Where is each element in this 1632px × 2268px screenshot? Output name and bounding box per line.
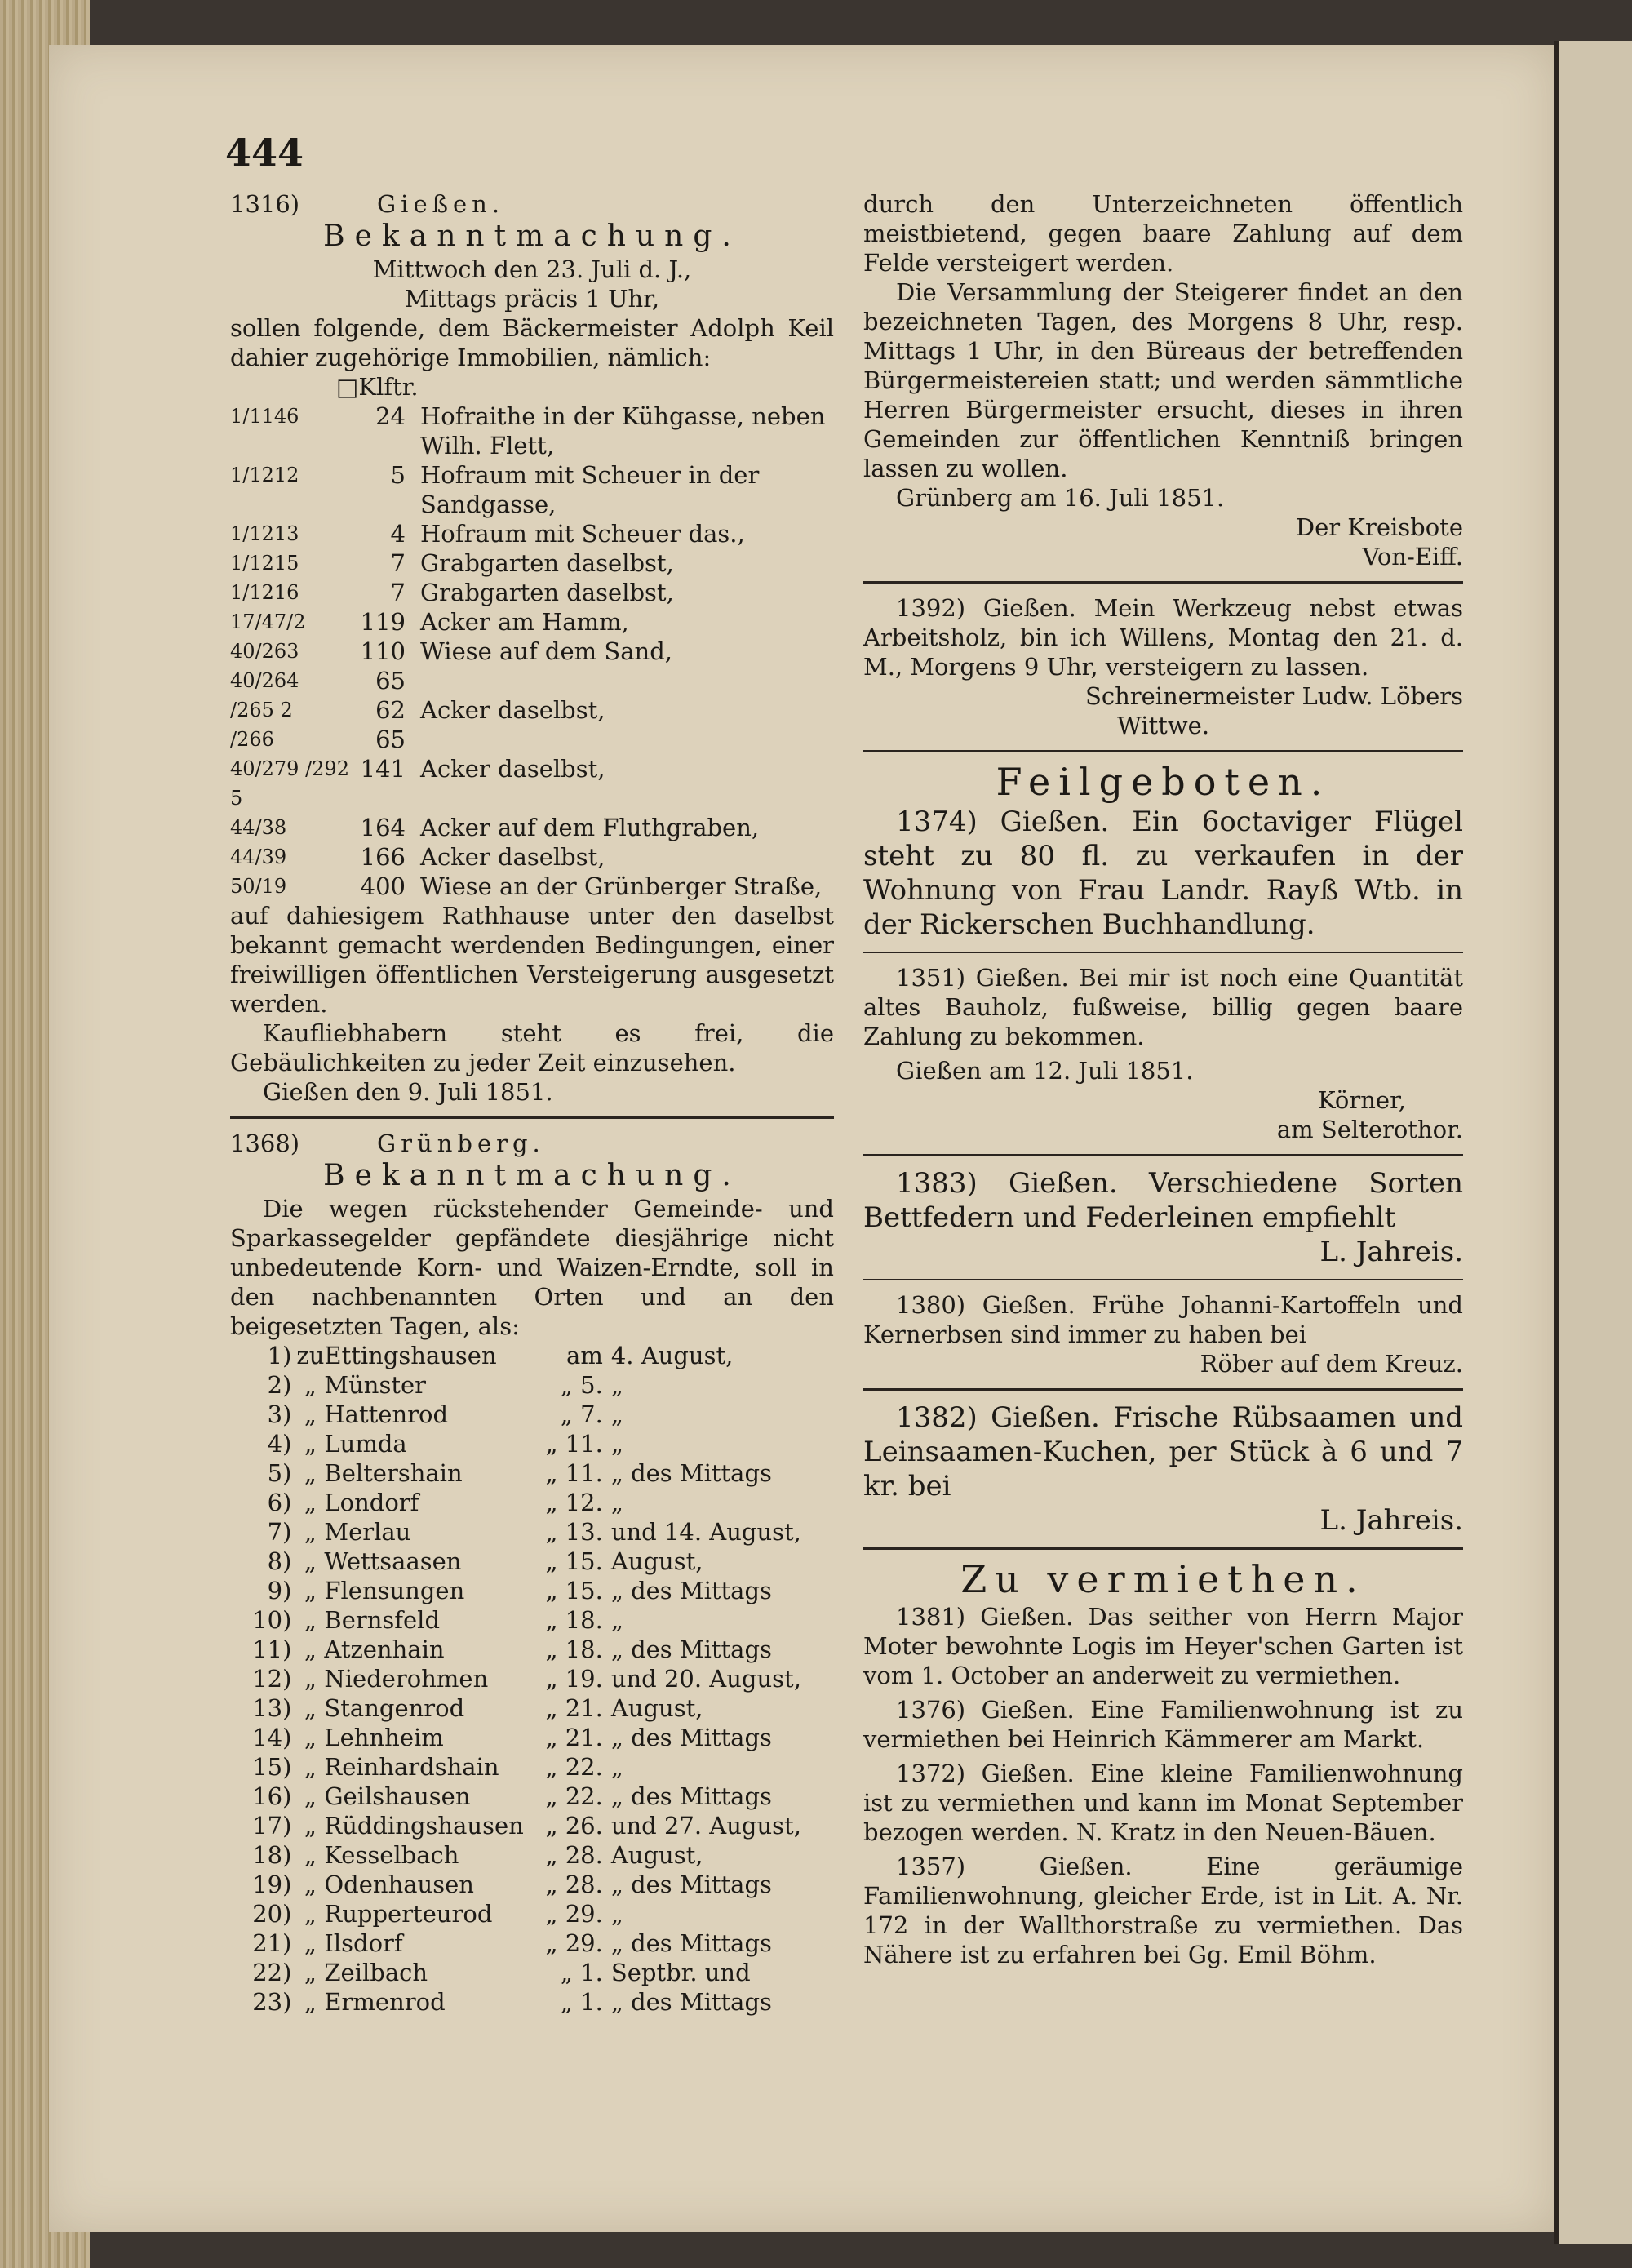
place-d: „ 11. <box>545 1430 603 1458</box>
notice-number: 1316) <box>230 190 300 218</box>
places-table <box>230 1341 834 2017</box>
place-row <box>230 1782 834 1811</box>
signature: Wittwe. <box>1116 712 1210 739</box>
divider <box>863 750 1463 752</box>
place-place: Stangenrod <box>324 1694 465 1722</box>
place-d: „ 13. <box>545 1518 603 1546</box>
parcel-no: 1/1146 <box>230 405 299 428</box>
place-d: „ 19. <box>545 1665 603 1693</box>
place-date: „ des Mittags <box>610 1724 772 1751</box>
parcel-row <box>230 578 834 607</box>
place-n: 17) <box>252 1812 292 1840</box>
notice-body: durch den Unterzeichneten öffentlich meistbietend, gegen baare Zahlung auf dem Felde versteigert werden. <box>863 190 1463 277</box>
divider <box>863 952 1463 953</box>
place-row <box>230 1870 834 1899</box>
place-n: 7) <box>267 1518 292 1546</box>
parcel-row <box>230 637 834 666</box>
place-place: Merlau <box>324 1518 411 1546</box>
place-pre: „ <box>304 1547 317 1575</box>
parcel-area: 65 <box>375 667 406 695</box>
place-d: „ 1. <box>560 1959 603 1986</box>
place-d: „ 18. <box>545 1636 603 1663</box>
parcel-desc: Grabgarten daselbst, <box>420 549 674 577</box>
parcel-area: 24 <box>375 402 406 430</box>
place-row <box>230 1576 834 1605</box>
place-row <box>230 1488 834 1517</box>
parcel-no: 44/39 <box>230 846 287 868</box>
notice-1383: 1383) Gießen. Verschiedene Sorten Bettfedern und Federleinen empfiehlt <box>863 1167 1463 1234</box>
parcel-row <box>230 666 834 695</box>
parcel-row <box>230 548 834 578</box>
notice-1351: 1351) Gießen. Bei mir ist noch eine Quantität altes Bauholz, fußweise, billig gegen baare Zahlung zu bekommen. <box>863 964 1463 1050</box>
place-d: „ 22. <box>545 1782 603 1810</box>
place-d: „ 15. <box>545 1547 603 1575</box>
parcel-row <box>230 402 834 460</box>
parcel-no: 1/1213 <box>230 522 299 545</box>
place-date: und 27. August, <box>610 1812 801 1840</box>
place-row <box>230 1693 834 1723</box>
parcel-row <box>230 842 834 872</box>
place-n: 2) <box>267 1371 292 1399</box>
notice-1381: 1381) Gießen. Das seither von Herrn Major Moter bewohnte Logis im Heyer'schen Garten ist vom 1. October an anderweit zu vermiethen. <box>863 1603 1463 1689</box>
place-place: Münster <box>324 1371 426 1399</box>
place-row <box>230 1341 834 1370</box>
signature: Körner, <box>1318 1086 1406 1114</box>
notice-body: Kaufliebhabern steht es frei, die Gebäulichkeiten zu jeder Zeit einzusehen. <box>230 1019 834 1076</box>
place-date: August, <box>610 1841 703 1869</box>
place-row <box>230 1899 834 1928</box>
place-row <box>230 1370 834 1400</box>
place-place: Odenhausen <box>324 1871 474 1898</box>
parcel-row <box>230 607 834 637</box>
place-date: „ <box>610 1489 623 1516</box>
place-row <box>230 1723 834 1752</box>
place-d: „ 26. <box>545 1812 603 1840</box>
place-row <box>230 1605 834 1635</box>
parcel-desc: Wiese an der Grünberger Straße, <box>420 872 823 900</box>
notice-place: Gießen. <box>377 190 505 218</box>
divider <box>863 1547 1463 1550</box>
place-place: Zeilbach <box>324 1959 428 1986</box>
place-d: „ 12. <box>545 1489 603 1516</box>
place-date: und 20. August, <box>610 1665 801 1693</box>
place-d: „ 29. <box>545 1900 603 1928</box>
place-pre: zu <box>296 1342 325 1369</box>
place-d: „ 28. <box>545 1871 603 1898</box>
place-d: „ 28. <box>545 1841 603 1869</box>
place-place: Ilsdorf <box>324 1929 403 1957</box>
signature: Von-Eiff. <box>1362 543 1463 570</box>
unit-label: □Klftr. <box>336 373 419 401</box>
place-date: August, <box>610 1694 703 1722</box>
place-place: Rüddingshausen <box>324 1812 524 1840</box>
notice-header <box>230 189 834 219</box>
place-n: 3) <box>267 1400 292 1428</box>
notice-number: 1368) <box>230 1130 300 1157</box>
parcel-table <box>230 402 834 901</box>
place-row <box>230 1752 834 1782</box>
notice-place: Grünberg. <box>377 1130 545 1157</box>
parcel-desc: Grabgarten daselbst, <box>420 579 674 606</box>
parcel-desc: Hofraum mit Scheuer in der Sandgasse, <box>420 461 760 518</box>
place-date: August, <box>610 1547 703 1575</box>
place-pre: „ <box>304 1841 317 1869</box>
notice-line: sollen folgende, dem Bäckermeister Adolph Keil dahier zugehörige Immobilien, nämlich: <box>230 314 834 371</box>
left-column <box>230 189 834 2017</box>
place-pre: „ <box>304 1606 317 1634</box>
parcel-desc: Acker auf dem Fluthgraben, <box>420 814 760 841</box>
place-n: 22) <box>252 1959 292 1986</box>
notice-header <box>230 1129 834 1158</box>
place-pre: „ <box>304 1871 317 1898</box>
divider <box>863 581 1463 584</box>
place-place: Ermenrod <box>324 1988 446 2016</box>
place-date: „ des Mittags <box>610 1929 772 1957</box>
parcel-area: 62 <box>375 696 406 724</box>
notice-body: Die wegen rückstehender Gemeinde- und Sparkassegelder gepfändete diesjährige nicht unbedeutende Korn- und Waizen-Erndte, soll in den nachbenannten Orten und an den beigesetzten Tagen, als: <box>230 1195 834 1340</box>
parcel-no: 17/47/2 <box>230 610 306 633</box>
place-n: 12) <box>252 1665 292 1693</box>
place-place: Ettingshausen <box>324 1342 497 1369</box>
parcel-no: 40/279 /292 5 <box>230 757 349 810</box>
parcel-area: 7 <box>390 549 406 577</box>
parcel-no: 40/263 <box>230 640 299 663</box>
place-date: „ des Mittags <box>610 1577 772 1604</box>
place-date: „ des Mittags <box>610 1459 772 1487</box>
parcel-row <box>230 695 834 725</box>
parcel-desc: Acker daselbst, <box>420 755 605 783</box>
place-date: „ des Mittags <box>610 1871 772 1898</box>
place-n: 16) <box>252 1782 292 1810</box>
place-place: Kesselbach <box>324 1841 459 1869</box>
place-date: „ <box>610 1900 623 1928</box>
place-date: Septbr. und <box>610 1959 751 1986</box>
place-pre: „ <box>304 1518 317 1546</box>
notice-line: Mittags präcis 1 Uhr, <box>404 285 660 313</box>
place-d: „ 22. <box>545 1753 603 1781</box>
parcel-row <box>230 460 834 519</box>
notice-1382: 1382) Gießen. Frische Rübsaamen und Leinsaamen-Kuchen, per Stück à 6 und 7 kr. bei <box>863 1401 1463 1502</box>
place-pre: „ <box>304 1782 317 1810</box>
facing-page-edge <box>1554 41 1632 2244</box>
place-d: am <box>566 1342 603 1369</box>
parcel-area: 5 <box>390 461 406 489</box>
divider <box>863 1154 1463 1156</box>
place-d: „ 11. <box>545 1459 603 1487</box>
place-n: 5) <box>267 1459 292 1487</box>
right-column <box>863 189 1463 1974</box>
place-n: 4) <box>267 1430 292 1458</box>
parcel-desc <box>420 725 834 754</box>
parcel-area: 141 <box>360 755 406 783</box>
place-pre: „ <box>304 1900 317 1928</box>
place-row <box>230 1664 834 1693</box>
notice-line: Mittwoch den 23. Juli d. J., <box>372 255 692 283</box>
place-row <box>230 1517 834 1547</box>
place-pre: „ <box>304 1489 317 1516</box>
place-place: Rupperteurod <box>324 1900 493 1928</box>
place-d: „ 15. <box>545 1577 603 1604</box>
parcel-no: 1/1216 <box>230 581 299 604</box>
place-pre: „ <box>304 1929 317 1957</box>
place-pre: „ <box>304 1371 317 1399</box>
place-pre: „ <box>304 1812 317 1840</box>
signature: Röber auf dem Kreuz. <box>1200 1350 1463 1378</box>
parcel-area: 164 <box>360 814 406 841</box>
signature: L. Jahreis. <box>1319 1504 1463 1537</box>
place-pre: „ <box>304 1400 317 1428</box>
parcel-area: 7 <box>390 579 406 606</box>
place-n: 18) <box>252 1841 292 1869</box>
notice-body: Die Versammlung der Steigerer findet an den bezeichneten Tagen, des Morgens 8 Uhr, resp. Mittags 1 Uhr, in den Büreaus der betreffenden Bürgermeistereien statt; und werden sämmtliche Herren Bürgermeister ersucht, dieses in ihren Gemeinden zur öffentlichen Kenntniß bringen lassen zu wollen. <box>863 278 1463 482</box>
notice-date: Gießen am 12. Juli 1851. <box>896 1057 1194 1085</box>
parcel-desc <box>420 666 834 695</box>
place-place: Beltershain <box>324 1459 463 1487</box>
place-d: „ 5. <box>560 1371 603 1399</box>
notice-title: Bekanntmachung. <box>323 1159 741 1192</box>
place-row <box>230 1429 834 1458</box>
parcel-desc: Acker daselbst, <box>420 843 605 871</box>
place-n: 6) <box>267 1489 292 1516</box>
place-pre: „ <box>304 1959 317 1986</box>
page-number: 444 <box>225 131 304 175</box>
place-place: Atzenhain <box>324 1636 445 1663</box>
place-place: Reinhardshain <box>324 1753 499 1781</box>
place-place: Wettsaasen <box>324 1547 462 1575</box>
place-row <box>230 1458 834 1488</box>
parcel-no: /266 <box>230 728 274 751</box>
place-pre: „ <box>304 1577 317 1604</box>
parcel-desc: Hofraithe in der Kühgasse, neben Wilh. Flett, <box>420 402 826 459</box>
signature: Schreinermeister Ludw. Löbers <box>1084 682 1463 710</box>
parcel-row <box>230 519 834 548</box>
place-n: 23) <box>252 1988 292 2016</box>
signature: Der Kreisbote <box>1295 513 1463 541</box>
notice-date: Grünberg am 16. Juli 1851. <box>896 484 1225 512</box>
place-d: „ 29. <box>545 1929 603 1957</box>
parcel-desc: Hofraum mit Scheuer das., <box>420 520 745 548</box>
place-n: 20) <box>252 1900 292 1928</box>
notice-date: Gießen den 9. Juli 1851. <box>263 1078 553 1106</box>
divider <box>230 1116 834 1119</box>
parcel-no: 40/264 <box>230 669 299 692</box>
place-row <box>230 1987 834 2017</box>
parcel-no: 44/38 <box>230 816 287 839</box>
place-d: „ 21. <box>545 1694 603 1722</box>
notice-1392: 1392) Gießen. Mein Werkzeug nebst etwas Arbeitsholz, bin ich Willens, Montag den 21. d. M., Morgens 9 Uhr, versteigern zu lassen. <box>863 594 1463 681</box>
parcel-area: 119 <box>360 608 406 636</box>
place-place: Bernsfeld <box>324 1606 441 1634</box>
place-n: 11) <box>252 1636 292 1663</box>
parcel-area: 400 <box>360 872 406 900</box>
place-pre: „ <box>304 1636 317 1663</box>
place-d: „ 21. <box>545 1724 603 1751</box>
parcel-desc: Acker am Hamm, <box>420 608 629 636</box>
place-n: 8) <box>267 1547 292 1575</box>
place-place: Lumda <box>324 1430 407 1458</box>
parcel-area: 166 <box>360 843 406 871</box>
parcel-row <box>230 872 834 901</box>
parcel-desc: Acker daselbst, <box>420 696 605 724</box>
place-date: 4. August, <box>610 1342 734 1369</box>
place-place: Lehnheim <box>324 1724 444 1751</box>
place-date: „ des Mittags <box>610 1782 772 1810</box>
place-place: Niederohmen <box>324 1665 489 1693</box>
place-place: Londorf <box>324 1489 419 1516</box>
parcel-no: 1/1215 <box>230 552 299 575</box>
parcel-no: 50/19 <box>230 875 287 898</box>
place-place: Hattenrod <box>324 1400 449 1428</box>
place-row <box>230 1635 834 1664</box>
place-pre: „ <box>304 1694 317 1722</box>
parcel-desc: Wiese auf dem Sand, <box>420 637 672 665</box>
notice-1372: 1372) Gießen. Eine kleine Familienwohnung ist zu vermiethen und kann im Monat September bezogen werden. N. Kratz in den Neuen-Bäuen. <box>863 1760 1463 1846</box>
notice-body: auf dahiesigem Rathhause unter den daselbst bekannt gemacht werdenden Bedingungen, einer freiwilligen öffentlichen Versteigerung ausgesetzt werden. <box>230 902 834 1018</box>
place-d: „ 18. <box>545 1606 603 1634</box>
place-n: 1) <box>267 1342 292 1369</box>
place-pre: „ <box>304 1724 317 1751</box>
parcel-row <box>230 754 834 813</box>
place-n: 19) <box>252 1871 292 1898</box>
parcel-no: 1/1212 <box>230 464 299 486</box>
place-row <box>230 1928 834 1958</box>
parcel-row <box>230 725 834 754</box>
place-row <box>230 1547 834 1576</box>
place-date: „ <box>610 1430 623 1458</box>
place-date: „ <box>610 1371 623 1399</box>
place-n: 15) <box>252 1753 292 1781</box>
signature: L. Jahreis. <box>1319 1236 1463 1268</box>
notice-1357: 1357) Gießen. Eine geräumige Familienwohnung, gleicher Erde, ist in Lit. A. Nr. 172 in der Wallthorstraße zu vermiethen. Das Nähere ist zu erfahren bei Gg. Emil Böhm. <box>863 1853 1463 1968</box>
place-d: „ 7. <box>560 1400 603 1428</box>
notice-title: Bekanntmachung. <box>323 220 741 253</box>
section-heading-feilgeboten: Feilgeboten. <box>996 760 1331 804</box>
place-n: 10) <box>252 1606 292 1634</box>
place-pre: „ <box>304 1459 317 1487</box>
place-d: „ 1. <box>560 1988 603 2016</box>
divider <box>863 1279 1463 1280</box>
place-place: Flensungen <box>324 1577 465 1604</box>
notice-1380: 1380) Gießen. Frühe Johanni-Kartoffeln und Kernerbsen sind immer zu haben bei <box>863 1291 1463 1348</box>
place-pre: „ <box>304 1753 317 1781</box>
place-date: „ <box>610 1753 623 1781</box>
place-date: „ <box>610 1606 623 1634</box>
place-place: Geilshausen <box>324 1782 471 1810</box>
signature: am Selterothor. <box>1276 1116 1463 1143</box>
place-date: „ des Mittags <box>610 1988 772 2016</box>
notice-1374: 1374) Gießen. Ein 6octaviger Flügel steht zu 80 fl. zu verkaufen in der Wohnung von Frau Landr. Rayß Wtb. in der Rickerschen Buchhandlung. <box>863 806 1463 941</box>
place-pre: „ <box>304 1665 317 1693</box>
place-n: 14) <box>252 1724 292 1751</box>
place-date: „ <box>610 1400 623 1428</box>
place-date: und 14. August, <box>610 1518 801 1546</box>
place-row <box>230 1840 834 1870</box>
place-n: 9) <box>267 1577 292 1604</box>
divider <box>863 1388 1463 1391</box>
place-date: „ des Mittags <box>610 1636 772 1663</box>
parcel-area: 110 <box>360 637 406 665</box>
place-row <box>230 1958 834 1987</box>
place-row <box>230 1400 834 1429</box>
place-n: 21) <box>252 1929 292 1957</box>
notice-1376: 1376) Gießen. Eine Familienwohnung ist zu vermiethen bei Heinrich Kämmerer am Markt. <box>863 1696 1463 1753</box>
place-n: 13) <box>252 1694 292 1722</box>
parcel-area: 4 <box>390 520 406 548</box>
section-heading-vermiethen: Zu vermiethen. <box>960 1557 1366 1601</box>
parcel-no: /265 2 <box>230 699 293 721</box>
place-pre: „ <box>304 1430 317 1458</box>
parcel-row <box>230 813 834 842</box>
place-pre: „ <box>304 1988 317 2016</box>
place-row <box>230 1811 834 1840</box>
parcel-area: 65 <box>375 726 406 753</box>
